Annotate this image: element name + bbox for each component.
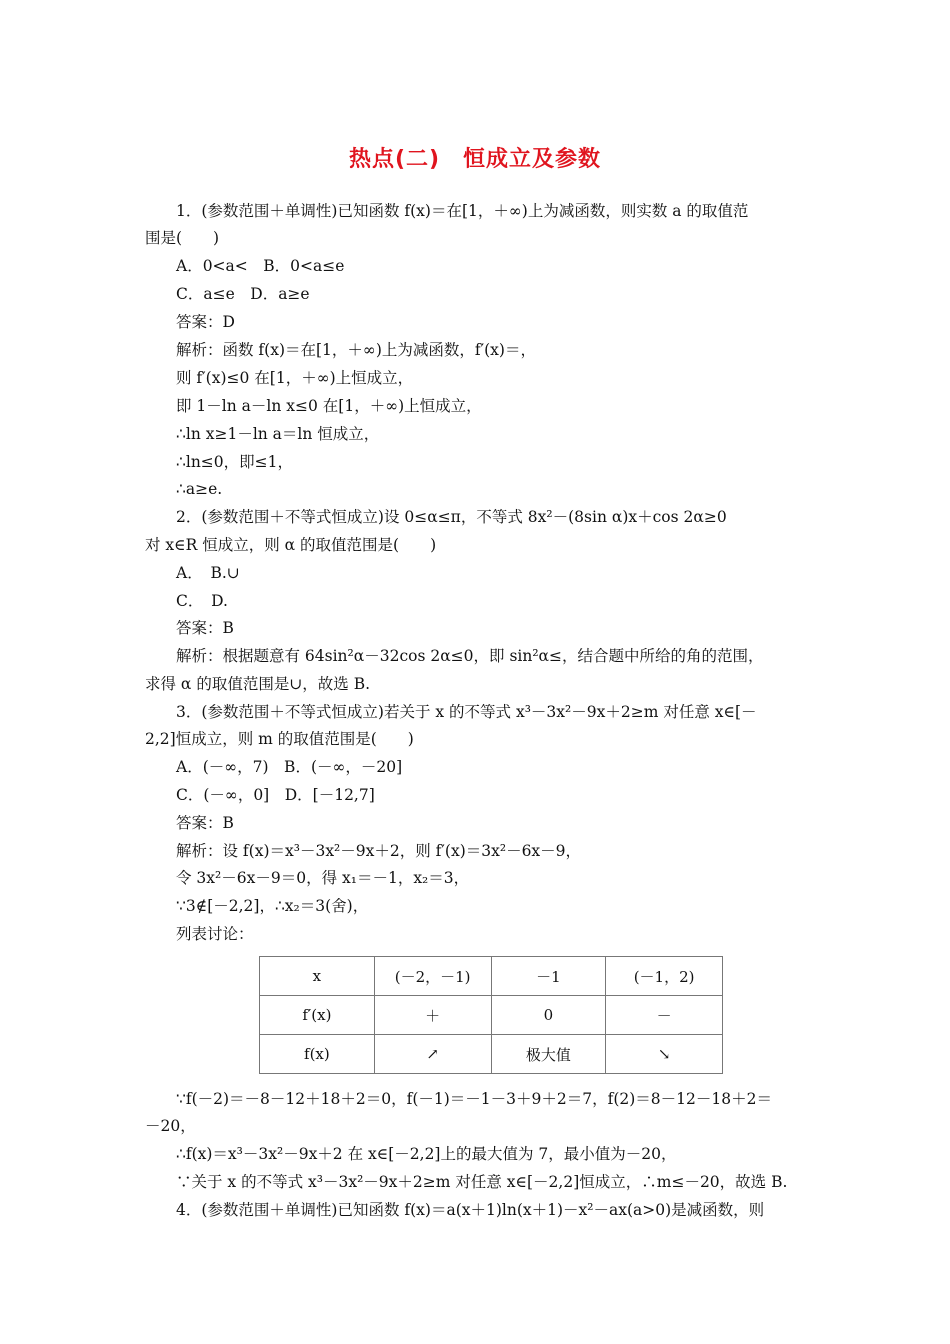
text-line: 围是( ): [145, 229, 220, 247]
answer-line: 答案：B: [176, 814, 234, 832]
option-line: C．a≤e D．a≥e: [176, 285, 310, 303]
analysis-line: 令 3x²－6x－9＝0，得 x₁＝－1，x₂＝3，: [176, 869, 470, 887]
table-cell: －1: [491, 957, 606, 996]
analysis-line: －20，: [145, 1117, 196, 1135]
analysis-line: ∵3∉[－2,2]，∴x₂＝3(舍)，: [176, 897, 369, 915]
table-row: [260, 1035, 723, 1074]
table-cell: (－2，－1): [374, 957, 491, 996]
table-row: [260, 957, 723, 996]
analysis-line: 解析：根据题意有 64sin²α－32cos 2α≤0，即 sin²α≤，结合题中所给的角的范围，: [176, 647, 764, 665]
answer-line: 答案：B: [176, 619, 234, 637]
text-line: 2,2]恒成立，则 m 的取值范围是( ): [145, 730, 414, 748]
analysis-line: 则 f′(x)≤0 在[1，＋∞)上恒成立，: [176, 369, 414, 387]
text-line-q2: 2．(参数范围＋不等式恒成立)设 0≤α≤π，不等式 8x²－(8sin α)x＋cos 2α≥0: [176, 508, 727, 526]
option-line: C． D.: [176, 592, 228, 610]
table-cell: x: [260, 957, 375, 996]
analysis-line: ∵f(－2)＝－8－12＋18＋2＝0，f(－1)＝－1－3＋9＋2＝7，f(2)＝8－12－18＋2＝: [176, 1090, 772, 1108]
text-line-q4: 4．(参数范围＋单调性)已知函数 f(x)＝a(x＋1)ln(x＋1)－x²－ax(a>0)是减函数，则: [176, 1201, 765, 1219]
table-cell: 极大值: [491, 1035, 606, 1074]
analysis-line: 解析：函数 f(x)＝在[1，＋∞)上为减函数，f′(x)＝，: [176, 341, 536, 359]
analysis-line: 即 1－ln a－ln x≤0 在[1，＋∞)上恒成立，: [176, 397, 482, 415]
table-cell: f′(x): [260, 996, 375, 1035]
table-cell: f(x): [260, 1035, 375, 1074]
text-line: 对 x∈R 恒成立，则 α 的取值范围是( ): [145, 536, 437, 554]
decreasing-arrow-icon: ↘: [606, 1035, 723, 1074]
option-line: A．0<a< B．0<a≤e: [176, 257, 345, 275]
option-line: A． B.∪: [176, 564, 240, 582]
table-cell: －: [606, 996, 723, 1035]
analysis-line: 列表讨论：: [176, 925, 254, 943]
analysis-line: ∴a≥e.: [176, 480, 223, 498]
page-title: 热点(二) 恒成立及参数: [348, 147, 602, 172]
table-cell: ＋: [374, 996, 491, 1035]
analysis-line: ∴ln≤0，即≤1，: [176, 453, 293, 471]
text-line-q1: 1．(参数范围＋单调性)已知函数 f(x)＝在[1，＋∞)上为减函数，则实数 a 的取值范: [176, 202, 749, 220]
analysis-line: ∴f(x)＝x³－3x²－9x＋2 在 x∈[－2,2]上的最大值为 7，最小值为－20，: [176, 1145, 677, 1163]
table-row: [260, 996, 723, 1035]
analysis-line: 解析：设 f(x)＝x³－3x²－9x＋2，则 f′(x)＝3x²－6x－9，: [176, 842, 582, 860]
discussion-table: [259, 956, 723, 1074]
analysis-line: 求得 α 的取值范围是∪，故选 B.: [145, 675, 371, 693]
text-line-q3: 3．(参数范围＋不等式恒成立)若关于 x 的不等式 x³－3x²－9x＋2≥m 对任意 x∈[－: [176, 703, 757, 721]
table-cell: 0: [491, 996, 606, 1035]
analysis-line: ∴ln x≥1－ln a＝ln 恒成立，: [176, 425, 380, 443]
analysis-line: ∵关于 x 的不等式 x³－3x²－9x＋2≥m 对任意 x∈[－2,2]恒成立，∴m≤－20，故选 B.: [176, 1173, 788, 1191]
option-line: C．(－∞，0] D．[－12,7]: [176, 786, 375, 804]
table-cell: (－1，2): [606, 957, 723, 996]
answer-line: 答案：D: [176, 313, 235, 331]
option-line: A．(－∞，7) B．(－∞，－20]: [176, 758, 403, 776]
increasing-arrow-icon: ↗: [374, 1035, 491, 1074]
